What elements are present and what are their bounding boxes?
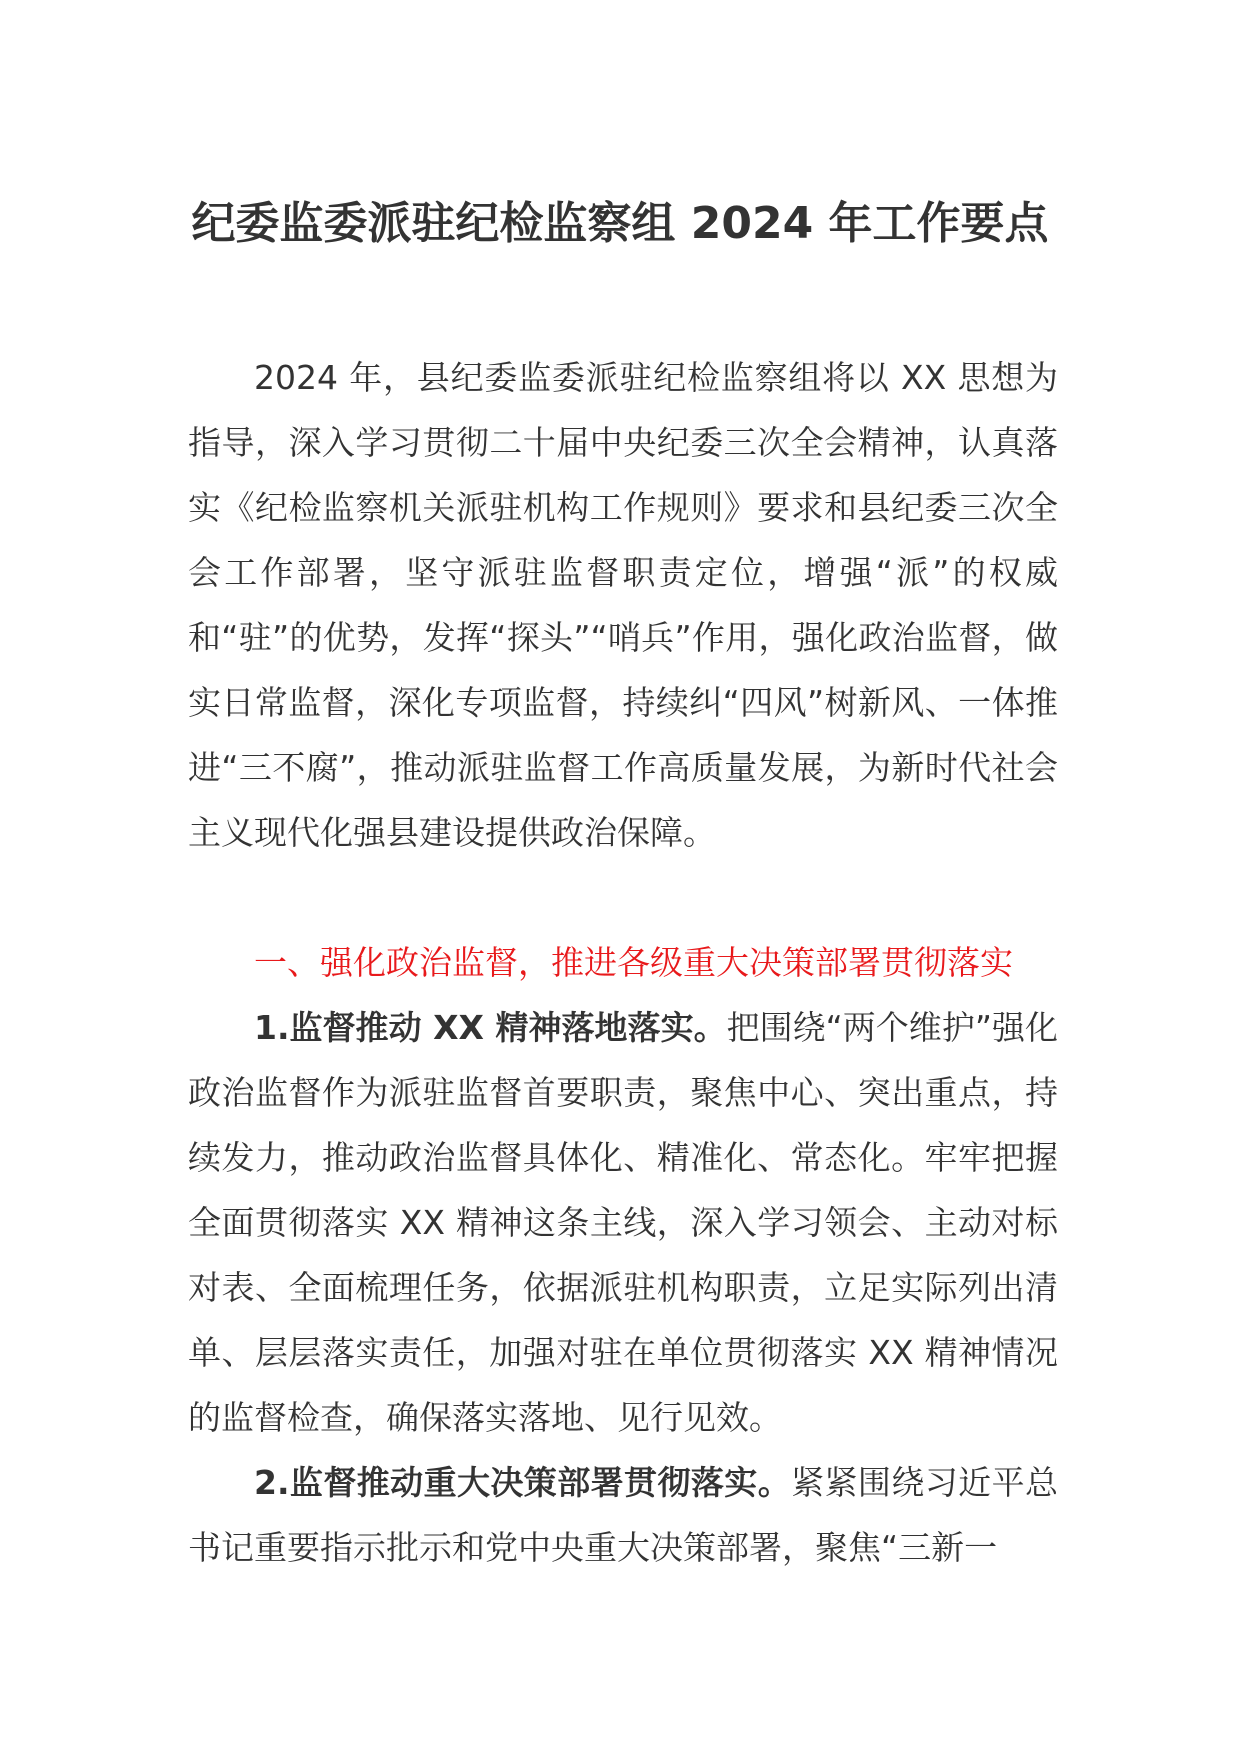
item-2-text: 紧紧围绕习近平总书记重要指示批示和党中央重大决策部署，聚焦“三新一 bbox=[188, 1463, 1059, 1567]
item-2-lead: 2.监督推动重大决策部署贯彻落实。 bbox=[254, 1463, 792, 1502]
item-1-paragraph bbox=[188, 995, 1058, 1450]
section-heading-1: 一、强化政治监督，推进各级重大决策部署贯彻落实 bbox=[254, 943, 1013, 982]
intro-paragraph: 2024 年，县纪委监委派驻纪检监察组将以 XX 思想为指导，深入学习贯彻二十届中央纪委三次全会精神，认真落实《纪检监察机关派驻机构工作规则》要求和县纪委三次全会工作部署，坚守派驻监督职责定位，增强“派”的权威和“驻”的优势，发挥“探头”“哨兵”作用，强化政治监督，做实日常监督，深化专项监督，持续纠“四风”树新风、一体推进“三不腐”，推动派驻监督工作高质量发展，为新时代社会主义现代化强县建设提供政治保障。 bbox=[188, 358, 1058, 852]
document-title: 纪委监委派驻纪检监察组 2024 年工作要点 bbox=[191, 198, 1049, 249]
item-1-text: 把围绕“两个维护”强化政治监督作为派驻监督首要职责，聚焦中心、突出重点，持续发力，推动政治监督具体化、精准化、常态化。牢牢把握全面贯彻落实 XX 精神这条主线，深入学习领会、主动对标对表、全面梳理任务，依据派驻机构职责，立足实际列出清单、层层落实责任，加强对驻在单位贯彻落实 XX 精神情况的监督检查，确保落实落地、见行见效。 bbox=[188, 1008, 1058, 1437]
item-2-paragraph bbox=[188, 1450, 1058, 1580]
item-1-lead: 1.监督推动 XX 精神落地落实。 bbox=[254, 1008, 727, 1047]
